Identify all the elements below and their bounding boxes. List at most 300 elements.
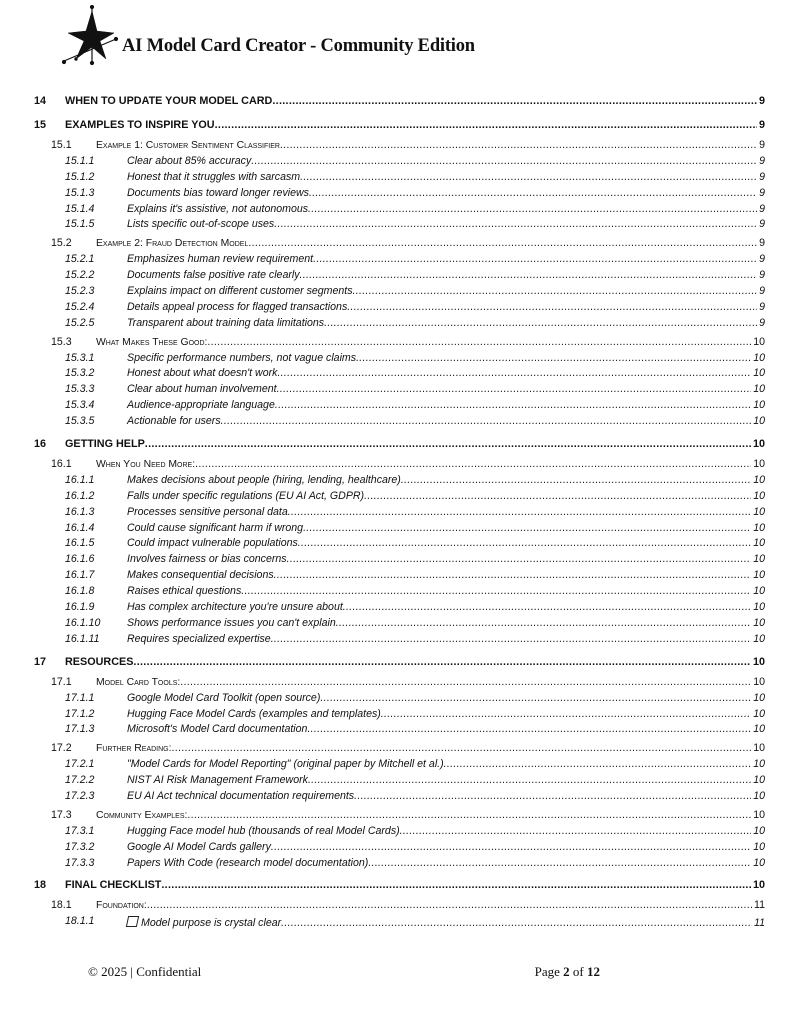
dot-leader xyxy=(288,506,751,520)
toc-entry-line xyxy=(127,187,765,201)
toc-entry-line xyxy=(127,415,765,429)
toc-entry[interactable] xyxy=(0,553,790,569)
toc-entry-line xyxy=(127,352,765,366)
toc-entry-line xyxy=(127,825,765,839)
dot-leader xyxy=(133,656,751,670)
toc-entry[interactable] xyxy=(0,633,790,649)
toc-entry[interactable] xyxy=(0,383,790,399)
toc-entry[interactable] xyxy=(0,758,790,774)
toc-entry-title: Raises ethical questions xyxy=(127,585,242,598)
toc-entry-title: Honest about what doesn't work xyxy=(127,367,278,380)
toc-entry-line xyxy=(96,139,765,153)
toc-entry[interactable] xyxy=(0,617,790,633)
dot-leader xyxy=(300,269,758,283)
dot-leader xyxy=(195,458,751,472)
toc-entry-number: 15.2.4 xyxy=(65,300,95,313)
toc-entry[interactable] xyxy=(0,336,790,352)
toc-entry-page: 9 xyxy=(759,269,765,282)
toc-entry-page: 10 xyxy=(753,537,765,550)
toc-entry-line xyxy=(127,790,765,804)
toc-entry-title: WHEN TO UPDATE YOUR MODEL CARD xyxy=(65,95,273,107)
toc-entry-number: 18.1 xyxy=(51,899,72,912)
toc-entry-title: Clear about human involvement xyxy=(127,383,277,396)
toc-entry-title: Example 2: Fraud Detection Model xyxy=(96,238,249,250)
toc-entry-line xyxy=(127,915,765,931)
toc-entry-number: 17.3.2 xyxy=(65,840,95,853)
toc-entry-number: 17.3.3 xyxy=(65,856,95,869)
toc-entry-line xyxy=(127,367,765,381)
toc-entry-line xyxy=(96,336,765,350)
page-number xyxy=(535,964,600,980)
toc-entry-title: Microsoft's Model Card documentation xyxy=(127,723,308,736)
toc-entry-title: Could impact vulnerable populations xyxy=(127,537,298,550)
dot-leader xyxy=(309,187,757,201)
toc-entry-title: Emphasizes human review requirement xyxy=(127,253,314,266)
toc-entry-title: Explains it's assistive, not autonomous xyxy=(127,202,309,215)
toc-entry[interactable] xyxy=(0,506,790,522)
toc-entry-number: 15.2.2 xyxy=(65,269,95,282)
toc-entry-page: 10 xyxy=(753,521,765,534)
toc-entry-line xyxy=(96,899,765,913)
toc-entry[interactable] xyxy=(0,187,790,203)
toc-entry-line xyxy=(96,742,765,756)
page-total: 12 xyxy=(587,964,600,979)
toc-entry[interactable] xyxy=(0,585,790,601)
dot-leader xyxy=(272,95,757,109)
toc-entry-page: 10 xyxy=(753,601,765,614)
toc-entry-page: 9 xyxy=(759,237,765,250)
toc-entry-title: Hugging Face Model Cards (examples and templates) xyxy=(127,707,381,720)
toc-entry-page: 10 xyxy=(753,505,765,518)
toc-entry[interactable] xyxy=(0,537,790,553)
table-of-contents xyxy=(0,95,790,931)
copyright-notice: © 2025 | Confidential xyxy=(88,964,202,979)
toc-entry[interactable] xyxy=(0,742,790,758)
toc-entry-number: 16.1 xyxy=(51,458,72,471)
toc-entry[interactable] xyxy=(0,899,790,915)
toc-entry-number: 16.1.6 xyxy=(65,553,95,566)
toc-entry-page: 9 xyxy=(759,202,765,215)
toc-entry-line xyxy=(127,857,765,871)
toc-entry-title: Could cause significant harm if wrong xyxy=(127,521,304,534)
dot-leader xyxy=(147,899,752,913)
toc-entry-page: 10 xyxy=(752,655,765,668)
toc-entry-line xyxy=(127,253,765,267)
toc-entry-page: 9 xyxy=(759,139,765,151)
toc-entry-line xyxy=(127,383,765,397)
toc-entry[interactable] xyxy=(0,879,790,896)
toc-entry-line xyxy=(65,95,765,109)
toc-entry-line xyxy=(127,474,765,488)
toc-entry-number: 16 xyxy=(34,438,47,451)
toc-entry-title: Has complex architecture you're unsure about xyxy=(127,601,343,614)
toc-entry-number: 15.3 xyxy=(51,335,72,348)
toc-entry-title: Further Reading: xyxy=(96,743,172,755)
toc-entry-page: 10 xyxy=(752,438,765,451)
dot-leader xyxy=(277,383,752,397)
toc-entry-line xyxy=(127,617,765,631)
dot-leader xyxy=(307,723,751,737)
toc-entry-title: Makes consequential decisions xyxy=(127,569,274,582)
toc-entry-number: 16.1.2 xyxy=(65,489,95,502)
toc-entry-line xyxy=(127,553,765,567)
dot-leader xyxy=(308,774,751,788)
page-prefix: Page xyxy=(534,964,564,979)
toc-entry-title: EXAMPLES TO INSPIRE YOU xyxy=(65,119,215,131)
toc-entry-title: Google Model Card Toolkit (open source) xyxy=(127,691,321,704)
toc-entry-number: 15.2.5 xyxy=(65,316,95,329)
toc-entry[interactable] xyxy=(0,857,790,873)
dot-leader xyxy=(180,676,751,690)
toc-entry-title: Makes decisions about people (hiring, lending, healthcare) xyxy=(127,473,401,486)
dot-leader xyxy=(381,708,751,722)
toc-entry-page: 10 xyxy=(753,458,765,471)
toc-entry-page: 11 xyxy=(754,899,765,912)
star-compass-icon xyxy=(62,5,118,67)
toc-entry-page: 10 xyxy=(753,335,765,348)
toc-entry-line xyxy=(127,841,765,855)
toc-entry-line xyxy=(127,708,765,722)
toc-entry-number: 15.1.3 xyxy=(65,186,95,199)
toc-entry-number: 15.2.3 xyxy=(65,285,95,298)
toc-entry[interactable] xyxy=(0,269,790,285)
toc-entry-line xyxy=(127,506,765,520)
toc-entry-line xyxy=(127,601,765,615)
dot-leader xyxy=(221,415,752,429)
toc-entry-line xyxy=(127,537,765,551)
toc-entry-number: 16.1.4 xyxy=(65,521,95,534)
toc-entry-title: Example 1: Customer Sentiment Classifier xyxy=(96,140,280,151)
dot-leader xyxy=(336,617,751,631)
dot-leader xyxy=(347,301,757,315)
toc-entry[interactable] xyxy=(0,367,790,383)
toc-entry[interactable] xyxy=(0,415,790,431)
dot-leader xyxy=(308,203,757,217)
toc-entry-title: Actionable for users xyxy=(127,415,221,428)
toc-entry-title: FINAL CHECKLIST xyxy=(65,879,162,892)
toc-entry-page: 10 xyxy=(752,879,765,892)
toc-entry-page: 10 xyxy=(753,824,765,837)
toc-entry[interactable] xyxy=(0,825,790,841)
dot-leader xyxy=(313,253,757,267)
toc-entry-line xyxy=(127,633,765,647)
dot-leader xyxy=(303,522,751,536)
toc-entry-title: RESOURCES xyxy=(65,655,134,668)
dot-leader xyxy=(248,237,757,251)
toc-entry-page: 10 xyxy=(753,632,765,645)
toc-entry-page: 10 xyxy=(753,758,765,771)
toc-entry-line xyxy=(127,569,765,583)
toc-entry[interactable] xyxy=(0,458,790,474)
toc-entry[interactable] xyxy=(0,139,790,155)
toc-entry-page: 9 xyxy=(759,170,765,183)
toc-entry-number: 15.3.3 xyxy=(65,383,95,396)
dot-leader xyxy=(277,367,751,381)
toc-entry-number: 14 xyxy=(34,95,47,107)
toc-entry-title: Requires specialized expertise xyxy=(127,632,271,645)
toc-entry-number: 16.1.11 xyxy=(65,632,100,645)
toc-entry-title: Documents false positive rate clearly xyxy=(127,269,300,282)
toc-entry[interactable] xyxy=(0,155,790,171)
dot-leader xyxy=(287,553,752,567)
toc-entry-line xyxy=(127,218,765,232)
dot-leader xyxy=(364,490,751,504)
toc-entry[interactable] xyxy=(0,708,790,724)
toc-entry-number: 16.1.7 xyxy=(65,569,95,582)
toc-entry-page: 10 xyxy=(753,351,765,364)
toc-entry[interactable] xyxy=(0,119,790,136)
toc-entry[interactable] xyxy=(0,790,790,806)
toc-entry-number: 16.1.8 xyxy=(65,585,95,598)
toc-entry-page: 9 xyxy=(759,253,765,266)
dot-leader xyxy=(275,399,751,413)
toc-entry-line xyxy=(127,399,765,413)
toc-entry-page: 10 xyxy=(753,723,765,736)
toc-entry-page: 10 xyxy=(753,367,765,380)
toc-entry-page: 10 xyxy=(753,774,765,787)
toc-entry-page: 10 xyxy=(753,808,765,821)
toc-entry-title: Specific performance numbers, not vague claims xyxy=(127,351,357,364)
toc-entry-title: Details appeal process for flagged transactions xyxy=(127,300,348,313)
toc-entry-title: Explains impact on different customer segments xyxy=(127,285,353,298)
page-of: of xyxy=(569,964,587,979)
toc-entry-number: 15.2.1 xyxy=(65,253,95,266)
toc-entry[interactable] xyxy=(0,601,790,617)
toc-entry[interactable] xyxy=(0,474,790,490)
toc-entry-title: EU AI Act technical documentation requirements xyxy=(127,789,355,802)
dot-leader xyxy=(353,285,758,299)
dot-leader xyxy=(161,879,751,893)
toc-entry-line xyxy=(127,171,765,185)
toc-entry-number: 15 xyxy=(34,119,47,131)
toc-entry-page: 11 xyxy=(754,917,765,930)
toc-entry[interactable] xyxy=(0,301,790,317)
toc-entry-line xyxy=(127,155,765,169)
toc-entry[interactable] xyxy=(0,490,790,506)
dot-leader xyxy=(251,155,757,169)
dot-leader xyxy=(320,692,751,706)
toc-entry-number: 15.1.2 xyxy=(65,170,95,183)
toc-entry-title: What Makes These Good: xyxy=(96,336,208,348)
dot-leader xyxy=(368,857,751,871)
toc-entry-title: Community Examples: xyxy=(96,809,188,821)
toc-entry-line xyxy=(65,879,765,893)
toc-entry-title: Involves fairness or bias concerns xyxy=(127,553,287,566)
toc-entry-page: 10 xyxy=(753,473,765,486)
toc-entry-number: 17.2.2 xyxy=(65,774,95,787)
toc-entry-line xyxy=(96,237,765,251)
toc-entry-number: 15.1.1 xyxy=(65,154,95,167)
toc-entry[interactable] xyxy=(0,676,790,692)
toc-entry[interactable] xyxy=(0,438,790,455)
toc-entry[interactable] xyxy=(0,809,790,825)
dot-leader xyxy=(444,758,752,772)
toc-entry[interactable] xyxy=(0,203,790,219)
toc-entry-line xyxy=(127,585,765,599)
toc-entry-page: 10 xyxy=(753,675,765,688)
toc-entry-page: 9 xyxy=(759,285,765,298)
toc-entry-title: Hugging Face model hub (thousands of real Model Cards) xyxy=(127,824,400,837)
toc-entry-page: 9 xyxy=(759,218,765,231)
toc-entry-number: 15.3.2 xyxy=(65,367,95,380)
toc-entry[interactable] xyxy=(0,774,790,790)
toc-entry-line xyxy=(96,809,765,823)
dot-leader xyxy=(172,742,752,756)
toc-entry-number: 16.1.5 xyxy=(65,537,95,550)
toc-entry-line xyxy=(65,119,765,133)
toc-entry-number: 18.1.1 xyxy=(65,915,95,928)
toc-entry-title: Audience-appropriate language xyxy=(127,399,275,412)
toc-entry-line xyxy=(127,269,765,283)
toc-entry[interactable] xyxy=(0,352,790,368)
toc-entry-title: Processes sensitive personal data xyxy=(127,505,288,518)
toc-entry-page: 10 xyxy=(753,415,765,428)
toc-entry-title: Shows performance issues you can't explain xyxy=(127,616,336,629)
toc-entry[interactable] xyxy=(0,692,790,708)
toc-entry-page: 9 xyxy=(758,95,765,107)
toc-entry[interactable] xyxy=(0,522,790,538)
dot-leader xyxy=(145,438,751,452)
toc-entry-number: 17 xyxy=(34,655,47,668)
toc-entry-title: Lists specific out-of-scope uses xyxy=(127,218,275,231)
toc-entry-line xyxy=(127,203,765,217)
toc-entry-line xyxy=(127,301,765,315)
toc-entry-page: 9 xyxy=(758,119,765,131)
dot-leader xyxy=(343,601,751,615)
dot-leader xyxy=(187,809,751,823)
dot-leader xyxy=(281,917,752,931)
toc-entry[interactable] xyxy=(0,285,790,301)
toc-entry-title: NIST AI Risk Management Framework xyxy=(127,774,308,787)
toc-entry-line xyxy=(65,656,765,670)
toc-entry[interactable] xyxy=(0,218,790,234)
toc-entry-line xyxy=(96,676,765,690)
toc-entry-title: GETTING HELP xyxy=(65,438,145,451)
toc-entry-number: 15.1.4 xyxy=(65,202,95,215)
toc-entry[interactable] xyxy=(0,237,790,253)
toc-entry[interactable] xyxy=(0,723,790,739)
toc-entry-page: 10 xyxy=(753,789,765,802)
toc-entry-number: 15.1 xyxy=(51,139,72,151)
dot-leader xyxy=(274,218,757,232)
dot-leader xyxy=(324,317,757,331)
document-title: AI Model Card Creator - Community Edition xyxy=(122,35,475,56)
toc-entry-line xyxy=(127,285,765,299)
toc-entry-line xyxy=(65,438,765,452)
dot-leader xyxy=(271,841,751,855)
dot-leader xyxy=(280,139,757,153)
document-header xyxy=(62,4,475,68)
toc-entry-page: 10 xyxy=(753,399,765,412)
toc-entry-line xyxy=(127,490,765,504)
toc-entry-number: 15.2 xyxy=(51,237,72,250)
toc-entry[interactable] xyxy=(0,253,790,269)
toc-entry-page: 10 xyxy=(753,691,765,704)
toc-entry-page: 10 xyxy=(753,489,765,502)
toc-entry-page: 10 xyxy=(753,553,765,566)
toc-entry-number: 17.1.1 xyxy=(65,691,95,704)
toc-entry-title: "Model Cards for Model Reporting" (original paper by Mitchell et al.) xyxy=(127,758,444,771)
toc-entry-line xyxy=(127,317,765,331)
page-footer xyxy=(88,964,600,980)
page-current: 2 xyxy=(563,964,570,979)
toc-entry[interactable] xyxy=(0,399,790,415)
dot-leader xyxy=(207,336,751,350)
toc-entry[interactable] xyxy=(0,569,790,585)
toc-entry-title: Clear about 85% accuracy xyxy=(127,154,252,167)
checkbox-icon xyxy=(126,916,139,927)
toc-entry-title: Papers With Code (research model documentation) xyxy=(127,856,369,869)
toc-entry-number: 16.1.3 xyxy=(65,505,95,518)
toc-entry-page: 9 xyxy=(759,316,765,329)
toc-entry-page: 10 xyxy=(753,856,765,869)
toc-entry-line xyxy=(127,774,765,788)
toc-entry-number: 15.1.5 xyxy=(65,218,95,231)
dot-leader xyxy=(271,633,752,647)
toc-entry[interactable] xyxy=(0,656,790,673)
toc-entry[interactable] xyxy=(0,171,790,187)
toc-entry-title: Foundation: xyxy=(96,900,147,912)
toc-entry-title: Honest that it struggles with sarcasm xyxy=(127,170,301,183)
toc-entry-page: 10 xyxy=(753,707,765,720)
toc-entry-page: 9 xyxy=(759,186,765,199)
toc-entry-number: 15.3.5 xyxy=(65,415,95,428)
toc-entry-number: 17.2.1 xyxy=(65,758,95,771)
toc-entry-title: Transparent about training data limitations xyxy=(127,316,325,329)
toc-entry-page: 10 xyxy=(753,383,765,396)
toc-entry[interactable] xyxy=(0,841,790,857)
toc-entry[interactable] xyxy=(0,915,790,931)
dot-leader xyxy=(300,171,757,185)
dot-leader xyxy=(215,119,757,133)
toc-entry-page: 10 xyxy=(753,742,765,755)
toc-entry-number: 17.1.2 xyxy=(65,707,95,720)
dot-leader xyxy=(401,474,751,488)
toc-entry-title: Falls under specific regulations (EU AI Act, GDPR) xyxy=(127,489,365,502)
toc-entry-page: 10 xyxy=(753,569,765,582)
toc-entry[interactable] xyxy=(0,317,790,333)
toc-entry-title: Model Card Tools: xyxy=(96,676,181,688)
toc-entry-number: 16.1.1 xyxy=(65,473,95,486)
toc-entry-title: Model purpose is crystal clear xyxy=(141,917,282,930)
toc-entry-title: When You Need More: xyxy=(96,459,196,471)
toc-entry-number: 15.3.4 xyxy=(65,399,95,412)
toc-entry-line xyxy=(127,723,765,737)
toc-entry-line xyxy=(127,522,765,536)
dot-leader xyxy=(298,537,751,551)
toc-entry-title: Google AI Model Cards gallery xyxy=(127,840,271,853)
toc-entry-number: 15.3.1 xyxy=(65,351,95,364)
toc-entry-number: 17.1 xyxy=(51,675,72,688)
toc-entry-number: 17.1.3 xyxy=(65,723,95,736)
toc-entry-number: 18 xyxy=(34,879,47,892)
toc-entry[interactable] xyxy=(0,95,790,112)
toc-entry-number: 17.2 xyxy=(51,742,72,755)
toc-entry-page: 10 xyxy=(753,616,765,629)
toc-entry-number: 17.2.3 xyxy=(65,789,95,802)
toc-entry-number: 16.1.10 xyxy=(65,616,101,629)
toc-entry-number: 16.1.9 xyxy=(65,601,95,614)
toc-entry-title: Documents bias toward longer reviews xyxy=(127,186,309,199)
toc-entry-line xyxy=(96,458,765,472)
dot-leader xyxy=(274,569,752,583)
toc-entry-page: 9 xyxy=(759,154,765,167)
dot-leader xyxy=(354,790,751,804)
toc-entry-number: 17.3.1 xyxy=(65,824,95,837)
toc-entry-page: 10 xyxy=(753,840,765,853)
dot-leader xyxy=(356,352,751,366)
toc-entry-number: 17.3 xyxy=(51,808,72,821)
